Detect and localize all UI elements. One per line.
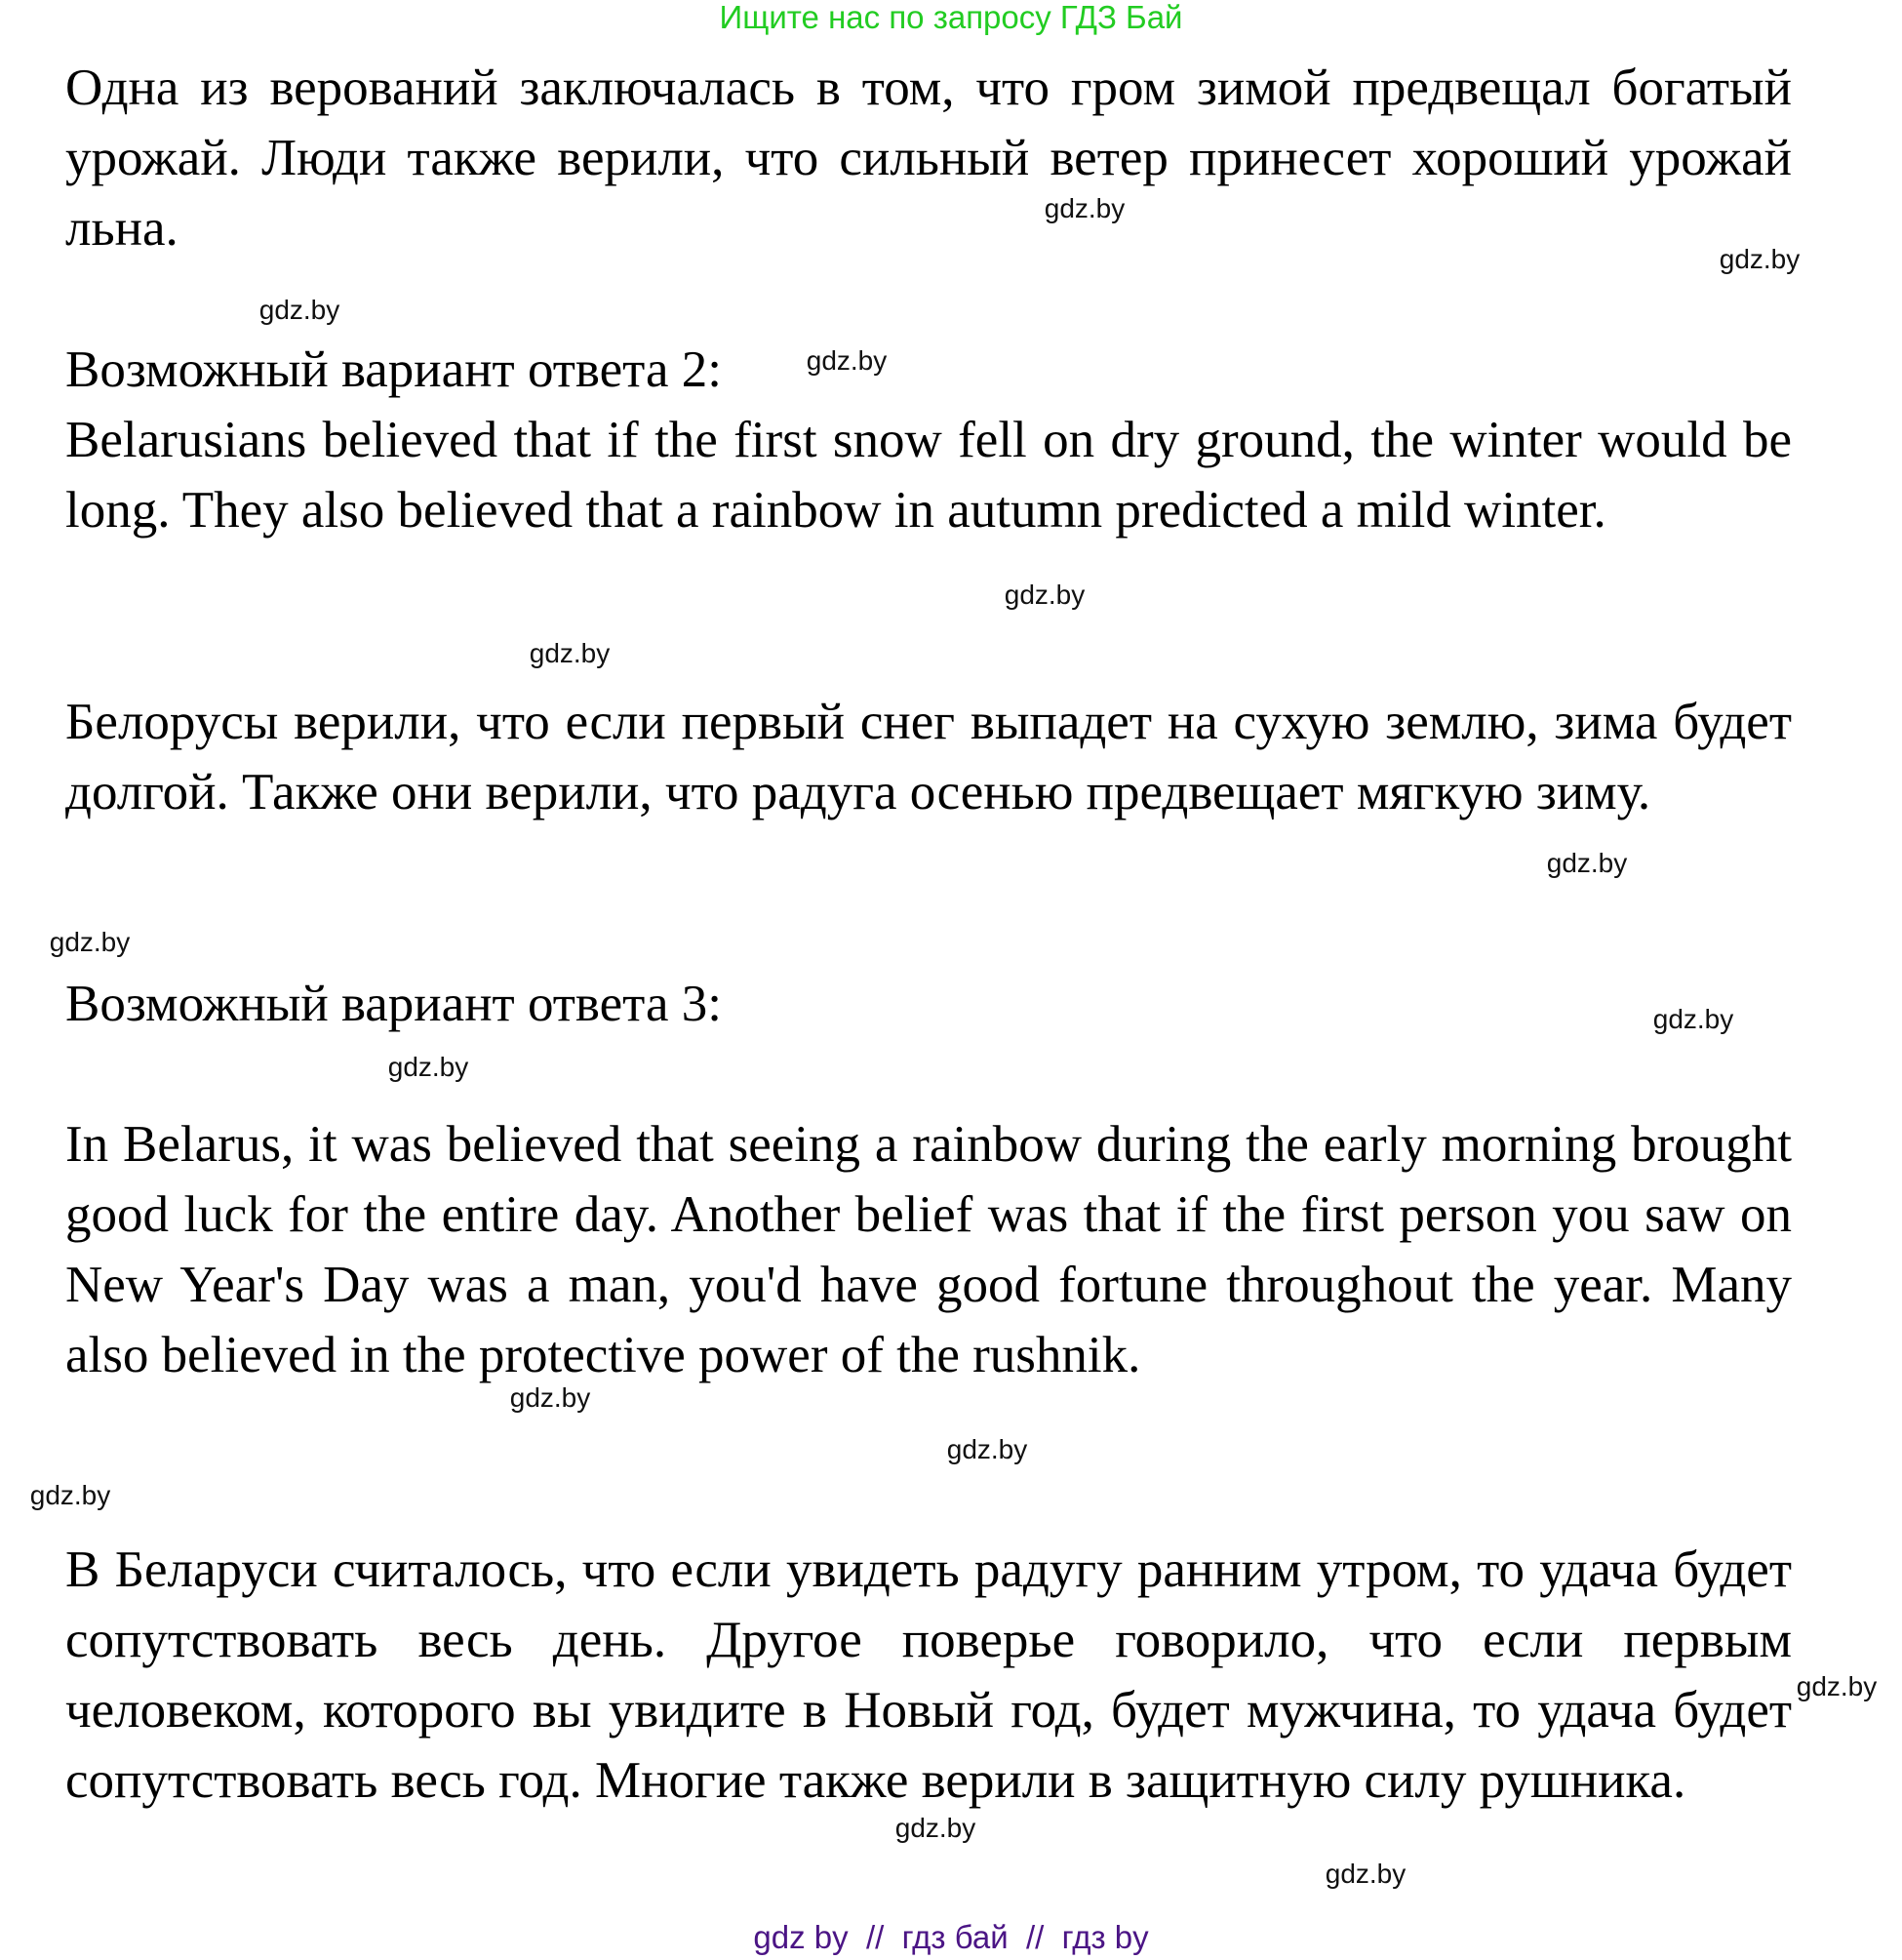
watermark: gdz.by xyxy=(1044,193,1126,223)
watermark: gdz.by xyxy=(1546,848,1628,878)
watermark: gdz.by xyxy=(258,295,340,325)
paragraph-answer-2-en: Belarusians believed that if the first snow fell on dry ground, the winter would be long. They also believed that a rainbow in autumn predicted a mild winter. xyxy=(65,412,1792,539)
footer-links: gdz by // гдз бай // гдз by xyxy=(753,1919,1149,1955)
paragraph-belief-1-ru: Одна из верований заключалась в том, что гром зимой предвещал богатый урожай. Люди также верили, что сильный ветер принесет хороший урожай льна. xyxy=(65,60,1792,257)
paragraph-answer-3-en: In Belarus, it was believed that seeing a rainbow during the early morning brought good luck for the entire day. Another belief was that if the first person you saw on New Year's Day was a man, you'd have good fortune throughout the year. Many also believed in the protective power of the rushnik. xyxy=(65,1116,1792,1383)
search-hint-header: Ищите нас по запросу ГДЗ Бай xyxy=(719,0,1183,35)
watermark: gdz.by xyxy=(529,638,611,668)
watermark: gdz.by xyxy=(509,1382,591,1413)
watermark: gdz.by xyxy=(946,1434,1028,1464)
watermark: gdz.by xyxy=(29,1480,111,1510)
watermark: gdz.by xyxy=(806,345,888,376)
heading-answer-3: Возможный вариант ответа 3: xyxy=(65,976,722,1032)
heading-answer-2: Возможный вариант ответа 2: xyxy=(65,341,722,398)
watermark: gdz.by xyxy=(1719,244,1801,274)
watermark: gdz.by xyxy=(1325,1859,1407,1889)
watermark: gdz.by xyxy=(1004,580,1086,610)
paragraph-answer-3-ru: В Беларуси считалось, что если увидеть радугу ранним утром, то удача будет сопутствовать весь день. Другое поверье говорило, что если первым человеком, которого вы увидите в Новый год, будет мужчина, то удача будет сопутствовать весь год. Многие также верили в защитную силу рушника. xyxy=(65,1541,1792,1809)
watermark: gdz.by xyxy=(1796,1671,1878,1701)
paragraph-answer-2-ru: Белорусы верили, что если первый снег выпадет на сухую землю, зима будет долгой. Также они верили, что радуга осенью предвещает мягкую зиму. xyxy=(65,694,1792,820)
watermark: gdz.by xyxy=(1652,1004,1734,1034)
watermark: gdz.by xyxy=(387,1052,469,1082)
watermark: gdz.by xyxy=(49,927,131,957)
watermark: gdz.by xyxy=(894,1813,976,1843)
